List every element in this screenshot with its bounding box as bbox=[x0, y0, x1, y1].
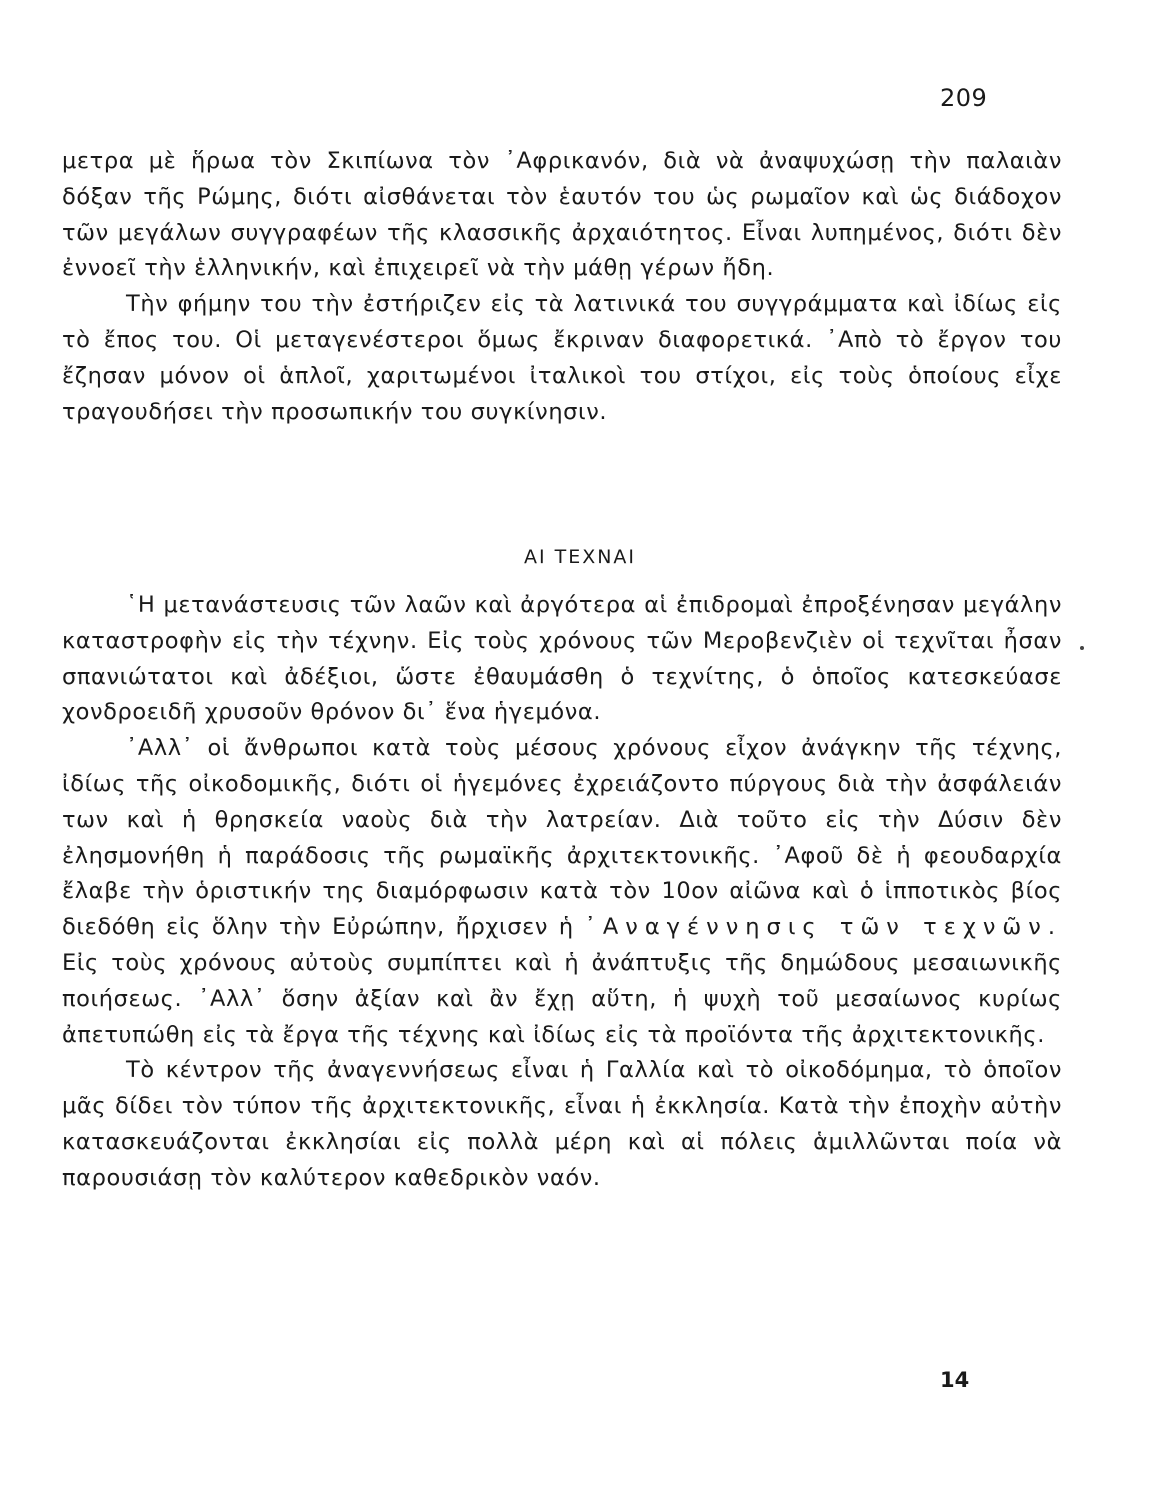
paragraph: Τὴν φήμην του τὴν ἐστήριζεν εἰς τὰ λατινικά του συγγράμματα καὶ ἰδίως εἰς τὸ ἔπος του. Οἱ μεταγενέστεροι ὅμως ἔκριναν διαφορετικά. ᾿Απὸ τὸ ἔργον του ἔζησαν μόνον οἱ ἁπλοῖ, χαριτωμένοι ἰταλικοὶ του στίχοι, εἰς τοὺς ὁποίους εἶχε τραγουδήσει τὴν προσωπικήν του συγκίνησιν. bbox=[62, 291, 1062, 425]
text-block-bottom bbox=[62, 588, 1062, 1197]
paragraph-text: ᾿Αλλ᾿ οἱ ἄνθρωποι κατὰ τοὺς μέσους χρόνους εἶχον ἀνάγκην τῆς τέχνης, ἰδίως τῆς οἰκοδομικῆς, διότι οἱ ἡγεμόνες ἐχρειάζοντο πύργους διὰ τὴν ἀσφάλειάν των καὶ ἡ θρησκεία ναοὺς διὰ τὴν λατρείαν. Διὰ τοῦτο εἰς τὴν Δύσιν δὲν ἐλησμονήθη ἡ παράδοσις τῆς ρωμαϊκῆς ἀρχιτεκτονικῆς. ᾿Αφοῦ δὲ ἡ φεουδαρχία ἔλαβε τὴν ὁριστικήν της διαμόρφωσιν κατὰ τὸν 10ον αἰῶνα καὶ ὁ ἱπποτικὸς βίος διεδόθη εἰς ὅλην τὴν Εὐρώπην, ἤρχισεν ἡ bbox=[62, 735, 1062, 941]
section-heading: ΑΙ ΤΕΧΝΑΙ bbox=[523, 546, 637, 568]
print-speck bbox=[1080, 646, 1084, 650]
paragraph bbox=[62, 731, 1062, 1053]
page-number: 209 bbox=[940, 84, 988, 112]
paragraph-text: Εἰς τοὺς χρόνους αὐτοὺς συμπίπτει καὶ ἡ ἀνάπτυξις τῆς δημώδους μεσαιωνικῆς ποιήσεως. ᾿Αλλ᾿ ὅσην ἀξίαν καὶ ἂν ἔχῃ αὕτη, ἡ ψυχὴ τοῦ μεσαίωνος κυρίως ἀπετυπώθη εἰς τὰ ἔργα τῆς τέχνης καὶ ἰδίως εἰς τὰ προϊόντα τῆς ἀρχιτεκτονικῆς. bbox=[62, 949, 1062, 1048]
paragraph: ῾Η μετανάστευσις τῶν λαῶν καὶ ἀργότερα αἱ ἐπιδρομαὶ ἐπροξένησαν μεγάλην καταστροφὴν εἰς τὴν τέχνην. Εἰς τοὺς χρόνους τῶν Μεροβενζιὲν οἱ τεχνῖται ἦσαν σπανιώτατοι καὶ ἀδέξιοι, ὥστε ἐθαυμάσθη ὁ τεχνίτης, ὁ ὁποῖος κατεσκεύασε χονδροειδῆ χρυσοῦν θρόνον δι᾿ ἕνα ἡγεμόνα. bbox=[62, 592, 1062, 726]
spaced-emphasis: ᾿Αναγέννησις τῶν τεχνῶν. bbox=[584, 914, 1062, 941]
signature-mark: 14 bbox=[940, 1368, 970, 1392]
paragraph: μετρα μὲ ἥρωα τὸν Σκιπίωνα τὸν ᾿Αφρικανόν, διὰ νὰ ἀναψυχώσῃ τὴν παλαιὰν δόξαν τῆς Ρώμης, διότι αἰσθάνεται τὸν ἑαυτόν του ὡς ρωμαῖον καὶ ὡς διάδοχον τῶν μεγάλων συγγραφέων τῆς κλασσικῆς ἀρχαιότητος. Εἶναι λυπημένος, διότι δὲν ἐννοεῖ τὴν ἑλληνικήν, καὶ ἐπιχειρεῖ νὰ τὴν μάθῃ γέρων ἤδη. bbox=[62, 148, 1062, 282]
paragraph: Τὸ κέντρον τῆς ἀναγεννήσεως εἶναι ἡ Γαλλία καὶ τὸ οἰκοδόμημα, τὸ ὁποῖον μᾶς δίδει τὸν τύπον τῆς ἀρχιτεκτονικῆς, εἶναι ἡ ἐκκλησία. Κατὰ τὴν ἐποχὴν αὐτὴν κατασκευάζονται ἐκκλησίαι εἰς πολλὰ μέρη καὶ αἱ πόλεις ἁμιλλῶνται ποία νὰ παρουσιάσῃ τὸν καλύτερον καθεδρικὸν ναόν. bbox=[62, 1057, 1062, 1191]
text-block-top bbox=[62, 144, 1062, 430]
